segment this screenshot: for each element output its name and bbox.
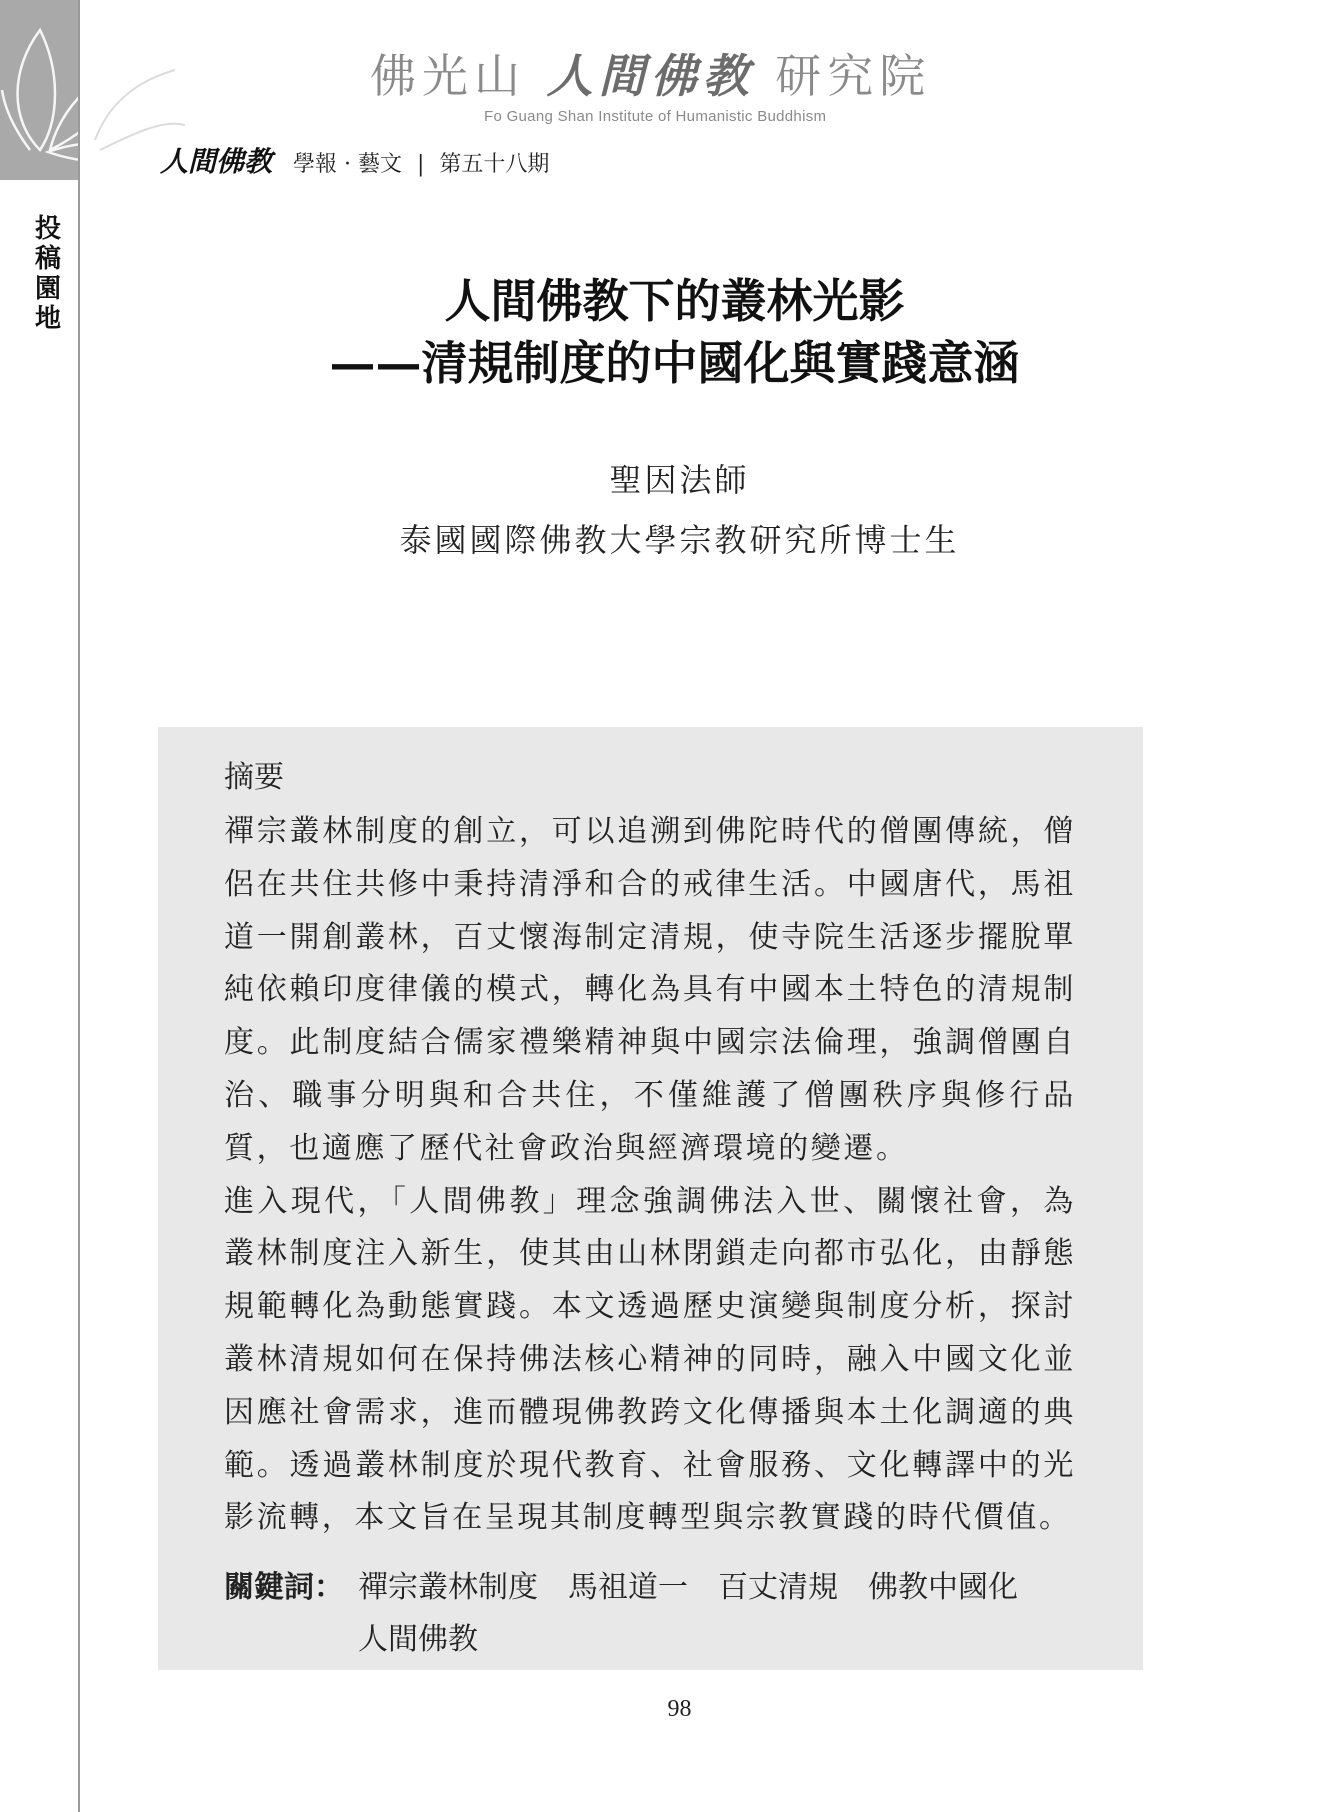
abstract-paragraph: 進入現代，「人間佛教」理念強調佛法入世、關懷社會，為叢林制度注入新生，使其由山林閉鎖走向都市弘化，由靜態規範轉化為動態實踐。本文透過歷史演變與制度分析，探討叢林清規如何在保持佛法核心精神的同時，融入中國文化並因應社會需求，進而體現佛教跨文化傳播與本土化調適的典範。透過叢林制度於現代教育、社會服務、文化轉譯中的光影流轉，本文旨在呈現其制度轉型與宗教實踐的時代價值。 (224, 1183, 1076, 1536)
abstract-body (224, 806, 1076, 1545)
journal-name: 學報 · 藝文 (293, 152, 402, 177)
article-title (0, 270, 1339, 394)
author-name: 聖因法師 (609, 461, 750, 499)
section-tab-char: 園 (34, 274, 61, 304)
section-tab-char: 稿 (34, 244, 61, 274)
section-tab-char: 地 (34, 304, 61, 334)
abstract-paragraph: 禪宗叢林制度的創立，可以追溯到佛陀時代的僧團傳統，僧侶在共住共修中秉持清淨和合的戒律生活。中國唐代，馬祖道一開創叢林，百丈懷海制定清規，使寺院生活逐步擺脫單純依賴印度律儀的模式，轉化為具有中國本土特色的清規制度。此制度結合儒家禮樂精神與中國宗法倫理，強調僧團自治、職事分明與和合共住，不僅維護了僧團秩序與修行品質，也適應了歷代社會政治與經濟環境的變遷。 (224, 814, 1076, 1166)
keyword: 百丈清規 (718, 1570, 838, 1605)
keyword: 馬祖道一 (568, 1570, 688, 1605)
journal-issue: 第五十八期 (439, 152, 550, 177)
keywords-label: 關鍵詞： (224, 1570, 344, 1605)
institute-name-en: Fo Guang Shan Institute of Humanistic Buddhism (484, 108, 827, 125)
abstract-heading: 摘要 (224, 760, 284, 795)
keyword: 佛教中國化 (868, 1570, 1018, 1605)
title-line-1: 人間佛教下的叢林光影 (444, 274, 905, 328)
keyword: 禪宗叢林制度 (358, 1570, 538, 1605)
institute-name-middle: 人間佛教 (546, 49, 755, 103)
journal-header (160, 140, 549, 180)
journal-separator: | (417, 152, 425, 177)
institute-name-cn (370, 40, 970, 106)
journal-brand: 人間佛教 (160, 145, 273, 178)
keyword: 人間佛教 (358, 1622, 478, 1657)
page-number: 98 (667, 1696, 692, 1722)
author-affiliation: 泰國國際佛教大學宗教研究所博士生 (399, 521, 960, 559)
title-line-2: ——清規制度的中國化與實踐意涵 (329, 336, 1020, 390)
keywords-list (358, 1562, 1078, 1666)
section-tab-char: 投 (34, 214, 61, 244)
institute-name-right: 研究院 (775, 49, 932, 103)
institute-name-left: 佛光山 (370, 49, 526, 103)
